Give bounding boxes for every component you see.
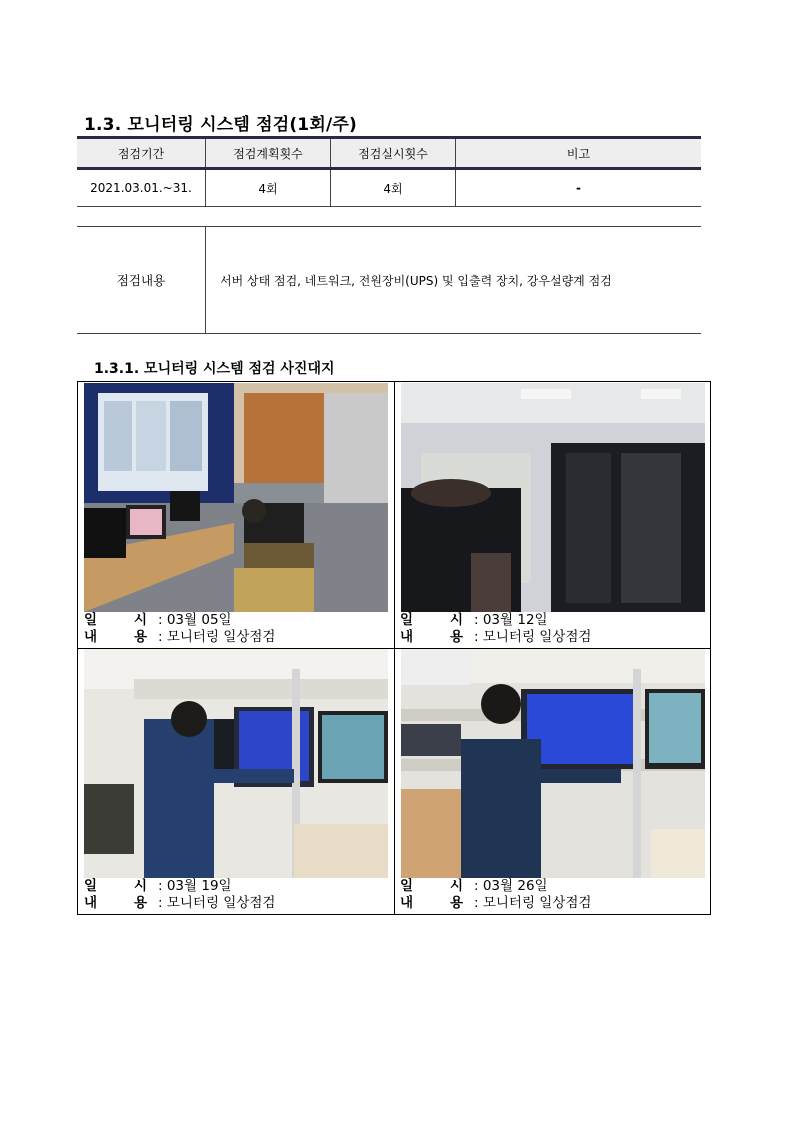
- content-key: 내: [400, 629, 414, 645]
- date-value: : 03월 05일: [158, 612, 232, 628]
- photo-cell-2: [394, 382, 710, 648]
- content-value: : 모니터링 일상점검: [474, 629, 592, 645]
- photo-1-content: [84, 629, 275, 646]
- content-value: : 모니터링 일상점검: [158, 629, 276, 645]
- content-key: 내: [84, 629, 98, 645]
- photo-server-rack: [401, 383, 705, 612]
- content-key-2: 용: [134, 629, 148, 645]
- table-row: [77, 169, 701, 207]
- date-value: : 03월 26일: [474, 878, 548, 894]
- content-key-2: 용: [450, 629, 464, 645]
- header-planned-count: 점검계획횟수: [206, 138, 331, 169]
- date-key: 일: [400, 612, 414, 628]
- content-label: 점검내용: [77, 227, 206, 333]
- content-key-2: 용: [450, 895, 464, 911]
- photo-cell-3: [78, 648, 394, 914]
- inspection-content-box: [77, 226, 701, 334]
- subsection-title: 1.3.1. 모니터링 시스템 점검 사진대지: [94, 361, 335, 377]
- photo-monitor-check-2: [401, 649, 705, 878]
- photo-grid: [77, 381, 711, 915]
- date-key-2: 시: [450, 612, 464, 628]
- photo-3-date: [84, 878, 232, 895]
- date-value: : 03월 12일: [474, 612, 548, 628]
- content-value: 서버 상태 점검, 네트워크, 전원장비(UPS) 및 입출력 장치, 강우설량계 점검: [220, 273, 612, 288]
- content-value: : 모니터링 일상점검: [474, 895, 592, 911]
- cell-remarks: -: [456, 169, 702, 207]
- cell-period: 2021.03.01.~31.: [77, 169, 206, 207]
- photo-3-content: [84, 895, 275, 912]
- photo-monitor-check-1: [84, 649, 388, 878]
- content-value: : 모니터링 일상점검: [158, 895, 276, 911]
- date-key-2: 시: [450, 878, 464, 894]
- date-key-2: 시: [134, 878, 148, 894]
- photo-cell-4: [394, 648, 710, 914]
- cell-actual-count: 4회: [331, 169, 456, 207]
- date-key: 일: [84, 612, 98, 628]
- photo-1-date: [84, 612, 232, 629]
- header-period: 점검기간: [77, 138, 206, 169]
- table-header-row: [77, 138, 701, 169]
- photo-2-content: [400, 629, 591, 646]
- content-key: 내: [84, 895, 98, 911]
- date-key: 일: [84, 878, 98, 894]
- content-key-2: 용: [134, 895, 148, 911]
- date-value: : 03월 19일: [158, 878, 232, 894]
- header-remarks: 비고: [456, 138, 702, 169]
- date-key-2: 시: [134, 612, 148, 628]
- inspection-summary-table: [77, 136, 701, 207]
- photo-4-content: [400, 895, 591, 912]
- photo-control-room: [84, 383, 388, 612]
- section-title: 1.3. 모니터링 시스템 점검(1회/주): [84, 115, 357, 135]
- photo-4-date: [400, 878, 548, 895]
- cell-planned-count: 4회: [206, 169, 331, 207]
- header-actual-count: 점검실시횟수: [331, 138, 456, 169]
- photo-cell-1: [78, 382, 394, 648]
- date-key: 일: [400, 878, 414, 894]
- content-key: 내: [400, 895, 414, 911]
- photo-2-date: [400, 612, 548, 629]
